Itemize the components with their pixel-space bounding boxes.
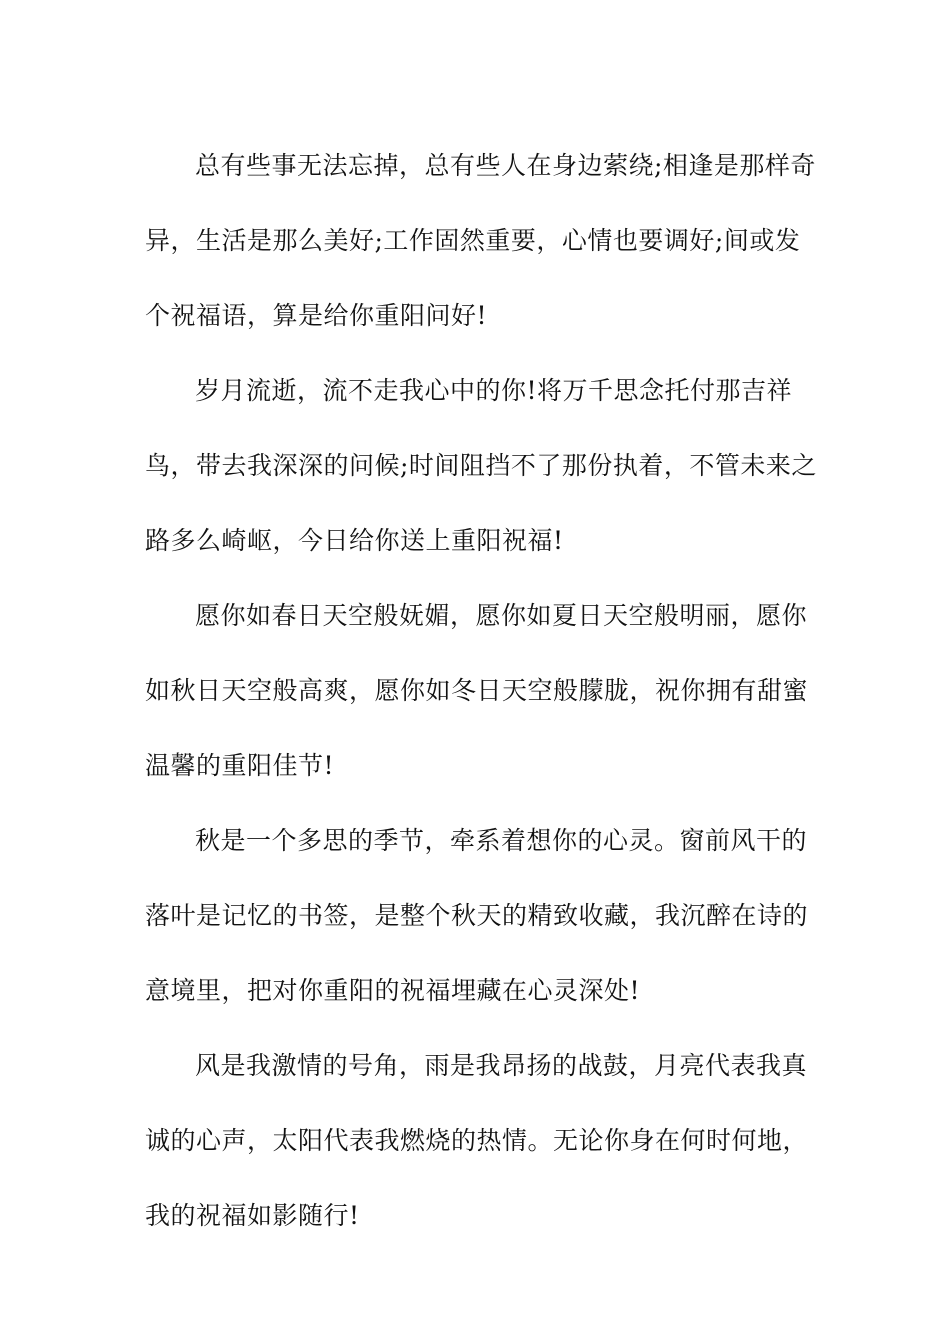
paragraph-3: 愿你如春日天空般妩媚，愿你如夏日天空般明丽，愿你如秋日天空般高爽，愿你如冬日天空般朦胧，祝你拥有甜蜜温馨的重阳佳节! bbox=[145, 601, 809, 780]
paragraph-5: 风是我激情的号角，雨是我昂扬的战鼓，月亮代表我真诚的心声，太阳代表我燃烧的热情。无论你身在何时何地，我的祝福如影随行! bbox=[145, 1051, 809, 1230]
paragraph-4: 秋是一个多思的季节，牵系着想你的心灵。窗前风干的落叶是记忆的书签，是整个秋天的精致收藏，我沉醉在诗的意境里，把对你重阳的祝福埋藏在心灵深处! bbox=[145, 826, 809, 1005]
paragraph-2: 岁月流逝，流不走我心中的你!将万千思念托付那吉祥鸟，带去我深深的问候;时间阻挡不了那份执着，不管未来之路多么崎岖，今日给你送上重阳祝福! bbox=[145, 376, 817, 555]
paragraph-1: 总有些事无法忘掉，总有些人在身边萦绕;相逢是那样奇异，生活是那么美好;工作固然重要，心情也要调好;间或发个祝福语，算是给你重阳问好! bbox=[145, 151, 816, 330]
document-body bbox=[145, 128, 817, 1253]
